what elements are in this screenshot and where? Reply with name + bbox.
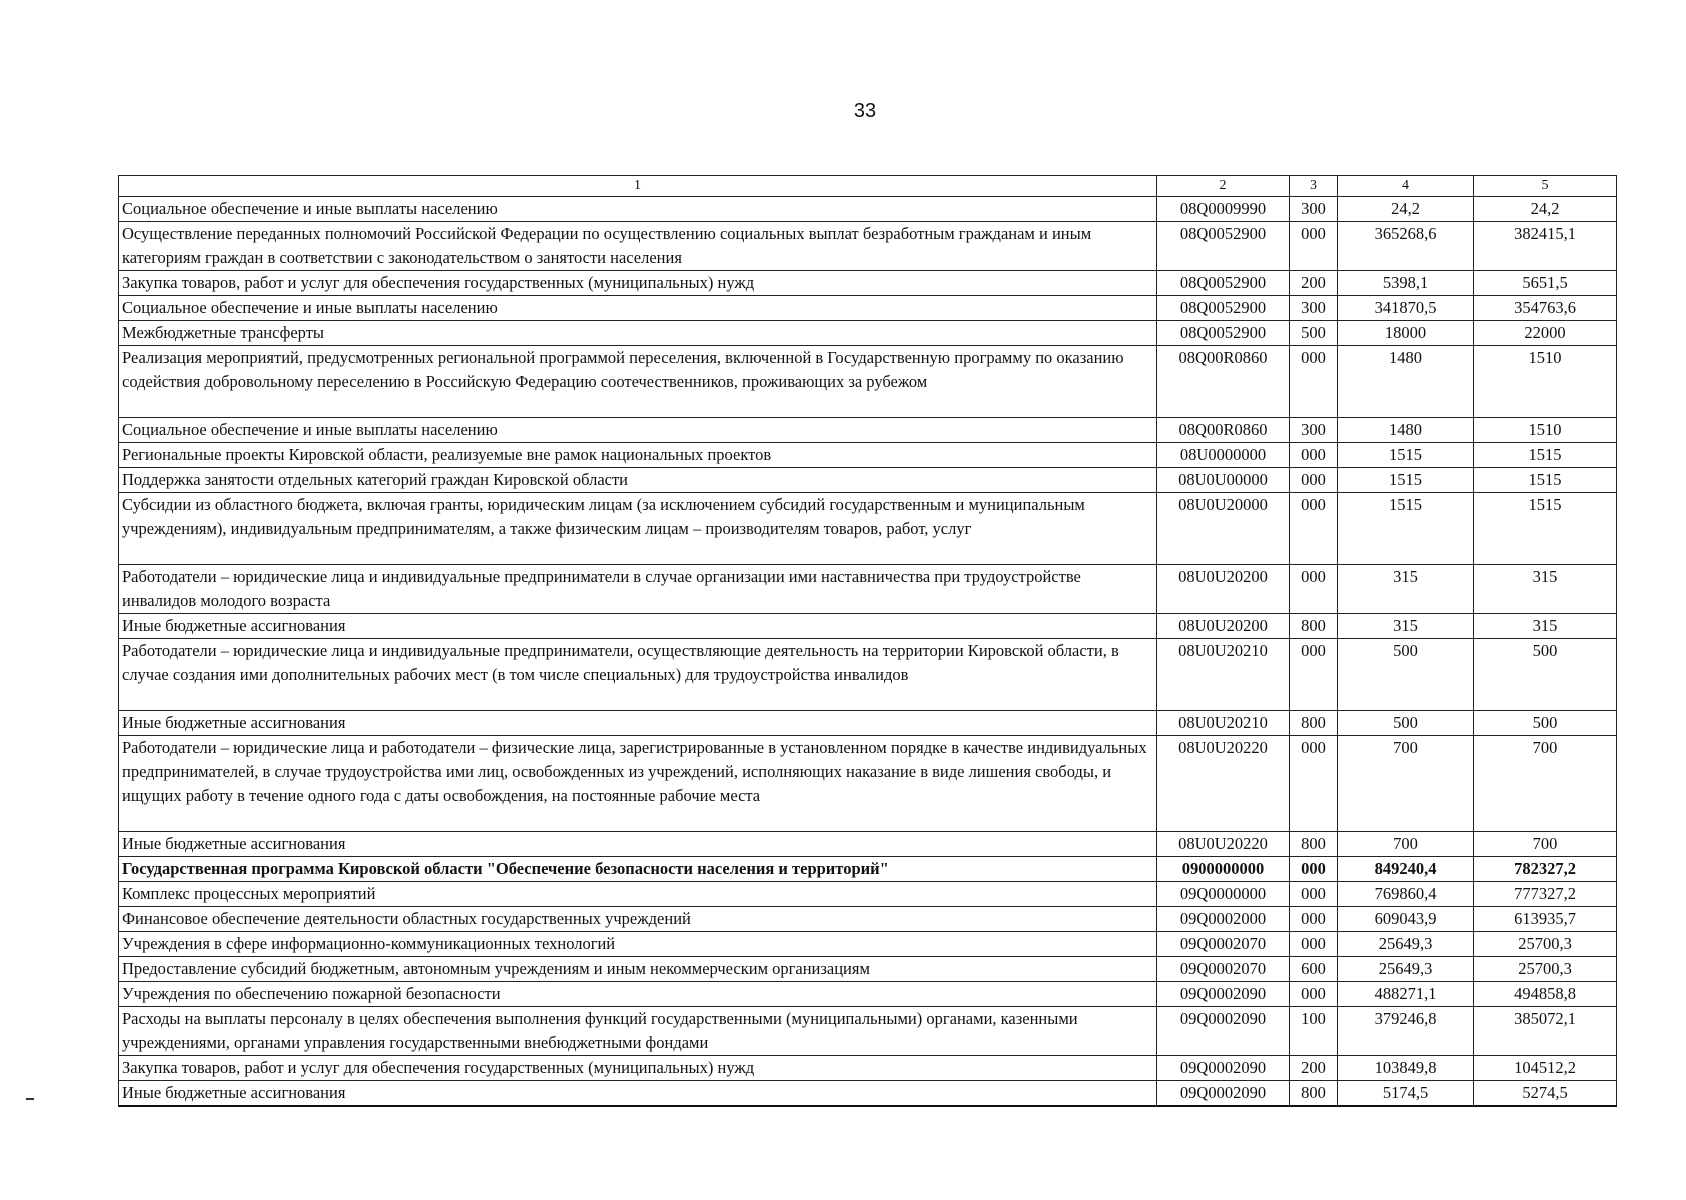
header-row (119, 176, 1617, 197)
row-value-5-cell: 782327,2 (1474, 857, 1617, 882)
row-value-5-cell: 5651,5 (1474, 271, 1617, 296)
row-code-cell: 09Q0002000 (1157, 907, 1290, 932)
table-row (119, 346, 1617, 418)
row-value-5-cell: 315 (1474, 614, 1617, 639)
row-code-cell: 09Q0002070 (1157, 957, 1290, 982)
table-row (119, 271, 1617, 296)
row-kvr-cell: 000 (1290, 882, 1338, 907)
row-value-4-cell: 609043,9 (1338, 907, 1474, 932)
row-name-cell: Финансовое обеспечение деятельности областных государственных учреждений (119, 907, 1157, 932)
row-kvr-cell: 800 (1290, 1081, 1338, 1107)
row-name-cell: Иные бюджетные ассигнования (119, 1081, 1157, 1107)
row-kvr-cell: 000 (1290, 907, 1338, 932)
header-cell-kvr: 3 (1290, 176, 1338, 197)
row-kvr-cell: 100 (1290, 1007, 1338, 1056)
row-name-cell: Работодатели – юридические лица и индивидуальные предприниматели, осуществляющие деятельность на территории Кировской области, в случае создания ими дополнительных рабочих мест (в том числе специальных) для трудоустройства инвалидов (119, 639, 1157, 711)
row-value-5-cell: 5274,5 (1474, 1081, 1617, 1107)
row-name-cell: Региональные проекты Кировской области, реализуемые вне рамок национальных проектов (119, 443, 1157, 468)
row-value-4-cell: 25649,3 (1338, 932, 1474, 957)
row-name-cell: Иные бюджетные ассигнования (119, 711, 1157, 736)
row-value-5-cell: 500 (1474, 639, 1617, 711)
row-code-cell: 09Q0002090 (1157, 1081, 1290, 1107)
row-name-cell: Закупка товаров, работ и услуг для обеспечения государственных (муниципальных) нужд (119, 1056, 1157, 1081)
row-kvr-cell: 200 (1290, 271, 1338, 296)
budget-table (118, 175, 1617, 1107)
row-value-4-cell: 341870,5 (1338, 296, 1474, 321)
table-body (119, 176, 1617, 1107)
row-value-4-cell: 24,2 (1338, 197, 1474, 222)
row-name-cell: Учреждения в сфере информационно-коммуникационных технологий (119, 932, 1157, 957)
row-code-cell: 08Q00R0860 (1157, 418, 1290, 443)
row-value-5-cell: 385072,1 (1474, 1007, 1617, 1056)
row-value-4-cell: 488271,1 (1338, 982, 1474, 1007)
row-code-cell: 09Q0002070 (1157, 932, 1290, 957)
row-code-cell: 09Q0002090 (1157, 1056, 1290, 1081)
row-value-4-cell: 849240,4 (1338, 857, 1474, 882)
row-kvr-cell: 000 (1290, 565, 1338, 614)
row-value-5-cell: 1510 (1474, 418, 1617, 443)
row-value-5-cell: 315 (1474, 565, 1617, 614)
table-row (119, 1007, 1617, 1056)
row-value-5-cell: 25700,3 (1474, 957, 1617, 982)
row-kvr-cell: 200 (1290, 1056, 1338, 1081)
row-value-5-cell: 25700,3 (1474, 932, 1617, 957)
row-value-4-cell: 500 (1338, 639, 1474, 711)
row-kvr-cell: 600 (1290, 957, 1338, 982)
table-row (119, 197, 1617, 222)
header-cell-name: 1 (119, 176, 1157, 197)
table-row (119, 296, 1617, 321)
row-code-cell: 08U0U20210 (1157, 711, 1290, 736)
row-code-cell: 08U0U20210 (1157, 639, 1290, 711)
row-name-cell: Закупка товаров, работ и услуг для обеспечения государственных (муниципальных) нужд (119, 271, 1157, 296)
row-name-cell: Субсидии из областного бюджета, включая гранты, юридическим лицам (за исключением субсидий государственным и муниципальным учреждениям), индивидуальным предпринимателям, а также физическим лицам – производителям товаров, работ, услуг (119, 493, 1157, 565)
row-code-cell: 08U0U20220 (1157, 832, 1290, 857)
row-kvr-cell: 000 (1290, 932, 1338, 957)
margin-mark (26, 1098, 34, 1100)
row-value-5-cell: 24,2 (1474, 197, 1617, 222)
row-code-cell: 08Q0052900 (1157, 271, 1290, 296)
row-value-4-cell: 379246,8 (1338, 1007, 1474, 1056)
row-name-cell: Комплекс процессных мероприятий (119, 882, 1157, 907)
table-row (119, 493, 1617, 565)
row-value-4-cell: 1480 (1338, 346, 1474, 418)
row-code-cell: 09Q0002090 (1157, 1007, 1290, 1056)
row-kvr-cell: 300 (1290, 197, 1338, 222)
row-value-4-cell: 1480 (1338, 418, 1474, 443)
row-name-cell: Реализация мероприятий, предусмотренных региональной программой переселения, включенной в Государственную программу по оказанию содействия добровольному переселению в Российскую Федерацию соотечественников, проживающих за рубежом (119, 346, 1157, 418)
table-row (119, 1081, 1617, 1107)
row-kvr-cell: 000 (1290, 982, 1338, 1007)
row-value-5-cell: 613935,7 (1474, 907, 1617, 932)
header-cell-code: 2 (1157, 176, 1290, 197)
table-row (119, 1056, 1617, 1081)
row-code-cell: 08U0000000 (1157, 443, 1290, 468)
header-cell-value-4: 4 (1338, 176, 1474, 197)
row-value-5-cell: 494858,8 (1474, 982, 1617, 1007)
row-name-cell: Межбюджетные трансферты (119, 321, 1157, 346)
table-row (119, 736, 1617, 832)
row-value-5-cell: 500 (1474, 711, 1617, 736)
row-name-cell: Учреждения по обеспечению пожарной безопасности (119, 982, 1157, 1007)
table-row (119, 614, 1617, 639)
row-code-cell: 0900000000 (1157, 857, 1290, 882)
row-value-4-cell: 18000 (1338, 321, 1474, 346)
row-code-cell: 08U0U20200 (1157, 565, 1290, 614)
table-row (119, 832, 1617, 857)
row-name-cell: Иные бюджетные ассигнования (119, 832, 1157, 857)
row-value-4-cell: 700 (1338, 736, 1474, 832)
row-code-cell: 08Q0009990 (1157, 197, 1290, 222)
row-value-5-cell: 1515 (1474, 468, 1617, 493)
row-value-4-cell: 500 (1338, 711, 1474, 736)
table-row (119, 957, 1617, 982)
table-row (119, 222, 1617, 271)
table-row (119, 857, 1617, 882)
row-value-4-cell: 5174,5 (1338, 1081, 1474, 1107)
row-value-4-cell: 365268,6 (1338, 222, 1474, 271)
row-kvr-cell: 800 (1290, 832, 1338, 857)
row-value-4-cell: 1515 (1338, 443, 1474, 468)
table-row (119, 882, 1617, 907)
row-name-cell: Работодатели – юридические лица и работодатели – физические лица, зарегистрированные в установленном порядке в качестве индивидуальных предпринимателей, в случае трудоустройства ими лиц, освобожденных из учреждений, исполняющих наказание в виде лишения свободы, и ищущих работу в течение одного года с даты освобождения, на постоянные рабочие места (119, 736, 1157, 832)
row-code-cell: 08Q0052900 (1157, 321, 1290, 346)
table-row (119, 982, 1617, 1007)
row-value-4-cell: 769860,4 (1338, 882, 1474, 907)
row-value-5-cell: 777327,2 (1474, 882, 1617, 907)
page-number: 33 (853, 100, 877, 122)
row-kvr-cell: 000 (1290, 493, 1338, 565)
table-row (119, 932, 1617, 957)
row-code-cell: 08Q0052900 (1157, 296, 1290, 321)
row-value-5-cell: 22000 (1474, 321, 1617, 346)
row-value-5-cell: 354763,6 (1474, 296, 1617, 321)
row-name-cell: Социальное обеспечение и иные выплаты населению (119, 197, 1157, 222)
row-kvr-cell: 500 (1290, 321, 1338, 346)
row-value-5-cell: 382415,1 (1474, 222, 1617, 271)
row-name-cell: Работодатели – юридические лица и индивидуальные предприниматели в случае организации ими наставничества при трудоустройстве инвалидов молодого возраста (119, 565, 1157, 614)
row-value-4-cell: 315 (1338, 565, 1474, 614)
row-value-4-cell: 25649,3 (1338, 957, 1474, 982)
row-value-4-cell: 1515 (1338, 468, 1474, 493)
row-name-cell: Социальное обеспечение и иные выплаты населению (119, 296, 1157, 321)
row-kvr-cell: 000 (1290, 736, 1338, 832)
row-kvr-cell: 300 (1290, 418, 1338, 443)
row-kvr-cell: 800 (1290, 711, 1338, 736)
table-row (119, 907, 1617, 932)
row-code-cell: 08U0U20220 (1157, 736, 1290, 832)
row-code-cell: 08U0U20000 (1157, 493, 1290, 565)
table-row (119, 711, 1617, 736)
row-code-cell: 09Q0002090 (1157, 982, 1290, 1007)
row-name-cell: Предоставление субсидий бюджетным, автономным учреждениям и иным некоммерческим организациям (119, 957, 1157, 982)
row-kvr-cell: 000 (1290, 639, 1338, 711)
row-name-cell: Расходы на выплаты персоналу в целях обеспечения выполнения функций государственными (муниципальными) органами, казенными учреждениями, органами управления государственными внебюджетными фондами (119, 1007, 1157, 1056)
row-code-cell: 08Q0052900 (1157, 222, 1290, 271)
row-kvr-cell: 000 (1290, 346, 1338, 418)
table-row (119, 443, 1617, 468)
row-value-4-cell: 700 (1338, 832, 1474, 857)
row-name-cell: Поддержка занятости отдельных категорий граждан Кировской области (119, 468, 1157, 493)
table-row (119, 468, 1617, 493)
row-value-5-cell: 700 (1474, 832, 1617, 857)
row-value-4-cell: 5398,1 (1338, 271, 1474, 296)
table-row (119, 321, 1617, 346)
row-value-5-cell: 700 (1474, 736, 1617, 832)
table-row (119, 418, 1617, 443)
row-kvr-cell: 300 (1290, 296, 1338, 321)
row-kvr-cell: 000 (1290, 222, 1338, 271)
row-code-cell: 08U0U00000 (1157, 468, 1290, 493)
row-kvr-cell: 800 (1290, 614, 1338, 639)
row-code-cell: 09Q0000000 (1157, 882, 1290, 907)
row-code-cell: 08U0U20200 (1157, 614, 1290, 639)
row-name-cell: Осуществление переданных полномочий Российской Федерации по осуществлению социальных выплат безработным гражданам и иным категориям граждан в соответствии с законодательством о занятости населения (119, 222, 1157, 271)
table-row (119, 639, 1617, 711)
row-value-4-cell: 103849,8 (1338, 1056, 1474, 1081)
row-kvr-cell: 000 (1290, 857, 1338, 882)
row-name-cell: Иные бюджетные ассигнования (119, 614, 1157, 639)
row-value-5-cell: 1510 (1474, 346, 1617, 418)
row-value-4-cell: 1515 (1338, 493, 1474, 565)
row-kvr-cell: 000 (1290, 468, 1338, 493)
table-row (119, 565, 1617, 614)
row-value-5-cell: 104512,2 (1474, 1056, 1617, 1081)
row-value-5-cell: 1515 (1474, 443, 1617, 468)
row-value-5-cell: 1515 (1474, 493, 1617, 565)
row-name-cell: Государственная программа Кировской области "Обеспечение безопасности населения и территорий" (119, 857, 1157, 882)
row-code-cell: 08Q00R0860 (1157, 346, 1290, 418)
row-name-cell: Социальное обеспечение и иные выплаты населению (119, 418, 1157, 443)
row-kvr-cell: 000 (1290, 443, 1338, 468)
row-value-4-cell: 315 (1338, 614, 1474, 639)
header-cell-value-5: 5 (1474, 176, 1617, 197)
